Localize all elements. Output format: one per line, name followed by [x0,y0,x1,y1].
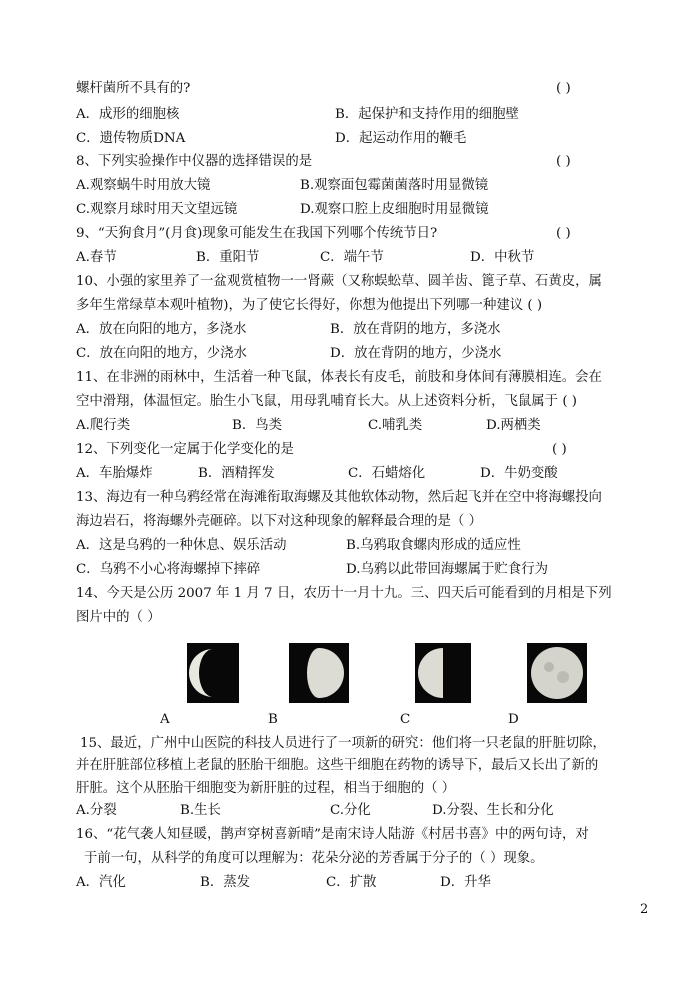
q11-option-c: C.哺乳类 [368,418,423,433]
q8-option-b: B.观察面包霉菌菌落时用显微镜 [300,178,489,193]
q13-text-line1: 13、海边有一种乌鸦经常在海滩衔取海螺及其他软体动物，然后起飞并在空中将海螺投向 [76,490,602,505]
quarter-moon-icon [415,643,471,703]
q16-text-line2: 于前一句，从科学的角度可以理解为：花朵分泌的芳香属于分子的（ ）现象。 [84,851,544,866]
q7-option-a: A．成形的细胞核 [76,107,180,122]
q15-option-b: B.生长 [180,803,221,818]
q11-option-b: B．鸟类 [232,418,283,433]
moon-label-d: D [508,712,519,727]
moon-image-b [289,643,349,703]
q16-option-d: D．升华 [440,875,491,890]
q13-text-line2: 海边岩石，将海螺外壳砸碎。以下对这种现象的解释最合理的是（ ） [76,514,482,529]
page-number: 2 [640,902,649,917]
q16-option-c: C．扩散 [326,875,377,890]
q13-option-b: B.乌鸦取食螺肉形成的适应性 [346,538,521,553]
q7-option-b: B．起保护和支持作用的细胞壁 [335,107,519,122]
q8-text: 8、下列实验操作中仪器的选择错误的是 [76,154,313,169]
q15-text-line3: 肝脏。这个从胚胎干细胞变为新肝脏的过程，相当于细胞的（ ） [76,781,456,796]
q12-text: 12、下列变化一定属于化学变化的是 [76,442,294,457]
q12-answer-paren: ( ) [552,442,567,457]
moon-image-a [187,643,239,703]
q9-answer-paren: ( ) [556,226,571,241]
q12-option-d: D．牛奶变酸 [480,466,558,481]
q7-answer-paren: ( ) [556,81,571,96]
q9-option-b: B．重阳节 [196,250,260,265]
q15-text-line2: 并在肝脏部位移植上老鼠的胚胎干细胞。这些干细胞在药物的诱导下，最后又长出了新的 [76,758,599,773]
q9-text: 9、“天狗食月”(月食)现象可能发生在我国下列哪个传统节日? [76,226,438,241]
q11-option-a: A.爬行类 [76,418,131,433]
q12-option-a: A．车胎爆炸 [76,466,153,481]
q15-text-line1: 15、最近，广州中山医院的科技人员进行了一项新的研究：他们将一只老鼠的肝脏切除， [80,736,606,751]
q9-option-d: D．中秋节 [470,250,535,265]
q11-text-line2: 空中滑翔，体温恒定。胎生小飞鼠，用母乳哺育长大。从上述资料分析，飞鼠属于 ( ) [76,394,578,409]
q16-option-b: B．蒸发 [200,875,251,890]
crescent-moon-icon [187,643,239,703]
full-moon-icon [527,643,587,703]
q13-option-a: A．这是乌鸦的一种休息、娱乐活动 [76,538,287,553]
q10-option-b: B．放在背阴的地方，多浇水 [330,322,501,337]
q8-option-c: C.观察月球时用天文望远镜 [76,202,238,217]
q14-text-line2: 图片中的（ ） [76,610,161,625]
moon-label-c: C [400,712,411,727]
q8-answer-paren: ( ) [556,154,571,169]
q12-option-c: C．石蜡熔化 [348,466,426,481]
q13-option-d: D.乌鸦以此带回海螺属于贮食行为 [346,562,548,577]
q8-option-d: D.观察口腔上皮细胞时用显微镜 [300,202,489,217]
q15-option-d: D.分裂、生长和分化 [432,803,554,818]
q12-option-b: B．酒精挥发 [198,466,275,481]
q15-option-c: C.分化 [330,803,371,818]
q16-text-line1: 16、“花气袭人知昼暖，鹊声穿树喜新晴”是南宋诗人陆游《村居书喜》中的两句诗，对 [76,827,589,842]
q10-option-a: A．放在向阳的地方，多浇水 [76,322,247,337]
q7-text: 螺杆菌所不具有的? [76,81,191,96]
q11-text-line1: 11、在非洲的雨林中，生活着一种飞鼠，体表长有皮毛，前肢和身体间有薄膜相连。会在 [76,370,602,385]
q8-option-a: A.观察蜗牛时用放大镜 [76,178,211,193]
moon-label-b: B [268,712,278,727]
moon-image-d [527,643,587,703]
q15-option-a: A.分裂 [76,803,117,818]
q9-option-c: C．端午节 [320,250,384,265]
q7-option-c: C．遗传物质DNA [76,131,186,146]
q7-option-d: D．起运动作用的鞭毛 [335,131,467,146]
moon-label-a: A [160,712,170,727]
q9-option-a: A.春节 [76,250,117,265]
moon-image-c [415,643,471,703]
q11-option-d: D.两栖类 [486,418,541,433]
waxing-gibbous-moon-icon [289,643,349,703]
q13-option-c: C．乌鸦不小心将海螺掉下摔碎 [76,562,261,577]
q10-option-c: C．放在向阳的地方，少浇水 [76,346,247,361]
q14-text-line1: 14、今天是公历 2007 年 1 月 7 日，农历十一月十九。三、四天后可能看到的月相是下列 [76,586,612,601]
q16-option-a: A．汽化 [76,875,126,890]
q10-option-d: D．放在背阴的地方，少浇水 [330,346,502,361]
q10-text-line1: 10、小强的家里养了一盆观赏植物一一肾蕨（又称蜈蚣草、圆羊齿、篦子草、石黄皮，属 [76,274,602,289]
q10-text-line2: 多年生常绿草本观叶植物)，为了使它长得好，你想为他提出下列哪一种建议 ( ) [76,298,543,313]
